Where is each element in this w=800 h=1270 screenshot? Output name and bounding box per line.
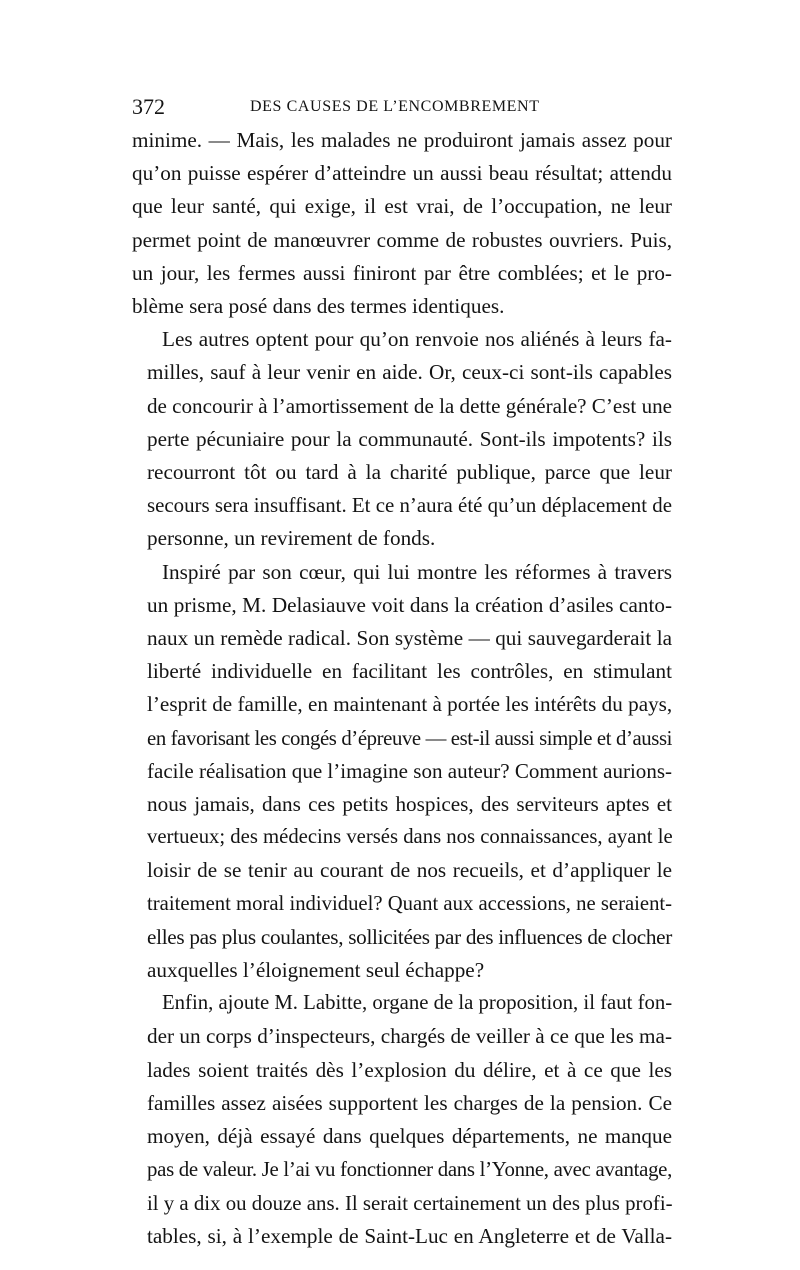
text-line: Les autres optent pour qu’on renvoie nos aliénés à leurs fa- [162, 327, 672, 352]
text-line: personne, un revirement de fonds. [147, 526, 436, 551]
text-line: lades soient traités dès l’explosion du délire, et à ce que les [147, 1057, 672, 1082]
text-line: un jour, les fermes aussi finiront par être comblées; et le pro- [132, 260, 672, 285]
text-line: de concourir à l’amortissement de la dette générale? C’est une [147, 393, 672, 418]
running-head [132, 90, 672, 124]
paragraph-2 [132, 323, 672, 555]
body-text [132, 124, 672, 1253]
text-line: facile réalisation que l’imagine son auteur? Comment aurions- [147, 758, 673, 783]
text-line: tables, si, à l’exemple de Saint-Luc en Angleterre et de Valla- [147, 1223, 672, 1248]
text-line: der un corps d’inspecteurs, chargés de veiller à ce que les ma- [147, 1024, 672, 1049]
running-title: DES CAUSES DE L’ENCOMBREMENT [250, 98, 540, 115]
paragraph-1 [132, 124, 672, 323]
paragraph-4 [132, 987, 672, 1253]
text-line: auxquelles l’éloignement seul échappe? [147, 958, 485, 983]
text-line: que leur santé, qui exige, il est vrai, de l’occupation, ne leur [132, 194, 672, 219]
text-line: blème sera posé dans des termes identiques. [132, 294, 505, 319]
text-line: naux un remède radical. Son système — qui sauvegarderait la [147, 626, 672, 651]
text-line: minime. — Mais, les malades ne produiront jamais assez pour [132, 128, 672, 152]
text-line: loisir de se tenir au courant de nos recueils, et d’appliquer le [147, 858, 672, 883]
text-line: Inspiré par son cœur, qui lui montre les réformes à travers [162, 559, 672, 584]
text-line: il y a dix ou douze ans. Il serait certainement un des plus profi- [147, 1190, 673, 1215]
text-line: Enfin, ajoute M. Labitte, organe de la proposition, il faut fon- [162, 992, 673, 1015]
text-line: traitement moral individuel? Quant aux accessions, ne seraient- [147, 892, 673, 915]
text-line: perte pécuniaire pour la communauté. Sont-ils impotents? ils [147, 426, 672, 451]
text-line: en favorisant les congés d’épreuve — est-il aussi simple et d’aussi [147, 726, 672, 750]
text-line: vertueux; des médecins versés dans nos connaissances, ayant le [147, 826, 673, 849]
text-line: moyen, déjà essayé dans quelques départements, ne manque [147, 1124, 672, 1149]
text-line: secours sera insuffisant. Et ce n’aura été qu’un déplacement de [147, 493, 672, 518]
text-line: qu’on puisse espérer d’atteindre un aussi beau résultat; attendu [132, 161, 672, 186]
text-line: familles assez aisées supportent les charges de la pension. Ce [147, 1090, 672, 1115]
page-number: 372 [132, 94, 165, 119]
text-line: l’esprit de famille, en maintenant à portée les intérêts du pays, [147, 692, 673, 717]
text-line: liberté individuelle en facilitant les contrôles, en stimulant [147, 659, 672, 684]
text-line: nous jamais, dans ces petits hospices, des serviteurs aptes et [147, 792, 672, 817]
text-line: elles pas plus coulantes, sollicitées par des influences de clocher [147, 924, 672, 949]
text-line: milles, sauf à leur venir en aide. Or, ceux-ci sont-ils capables [147, 360, 672, 385]
text-line: pas de valeur. Je l’ai vu fonctionner dans l’Yonne, avec avantage, [147, 1157, 673, 1182]
text-line: recourront tôt ou tard à la charité publique, parce que leur [147, 460, 672, 485]
text-line: permet point de manœuvrer comme de robustes ouvriers. Puis, [132, 227, 672, 252]
paragraph-3 [132, 556, 672, 988]
book-page [132, 90, 672, 1253]
text-line: un prisme, M. Delasiauve voit dans la création d’asiles canto- [147, 592, 672, 617]
